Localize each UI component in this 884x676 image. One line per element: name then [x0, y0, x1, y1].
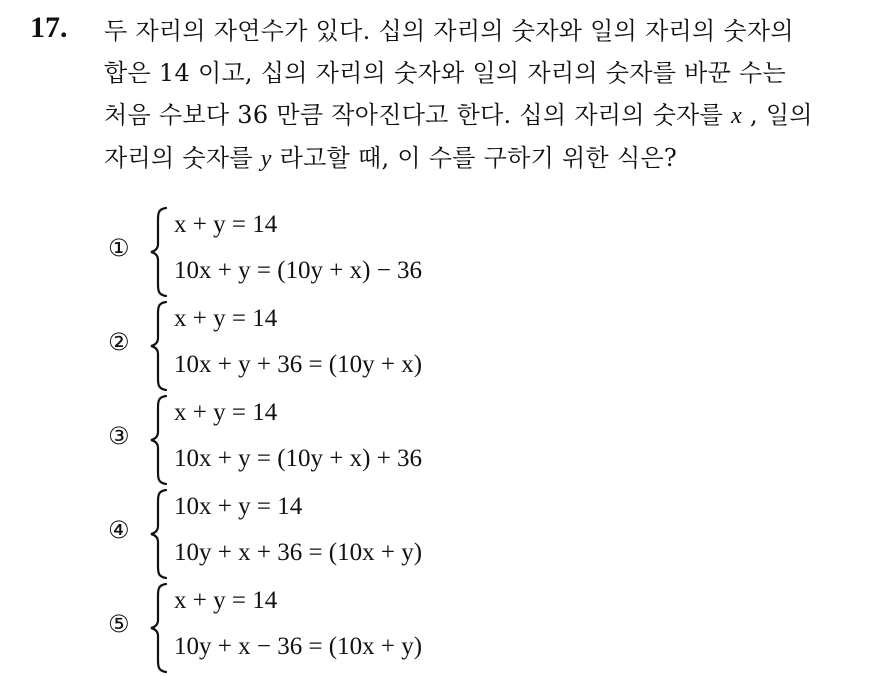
- choice-2[interactable]: [108, 300, 528, 392]
- equation-1: x + y = 14: [174, 305, 278, 332]
- equation-2: 10x + y = (10y + x) − 36: [174, 257, 423, 284]
- equation-1: x + y = 14: [174, 211, 278, 238]
- choice-number: ①: [108, 234, 130, 262]
- choice-5[interactable]: [108, 582, 528, 674]
- equation-2: 10y + x − 36 = (10x + y): [174, 633, 423, 660]
- choice-number: ⑤: [108, 610, 130, 638]
- choice-1[interactable]: [108, 206, 528, 298]
- question-line-4-end: 라고할 때, 이 수를 구하기 위한 식은?: [271, 144, 678, 172]
- variable-x: x: [731, 103, 743, 129]
- left-brace-icon: [148, 394, 168, 486]
- left-brace-icon: [148, 300, 168, 392]
- left-brace-icon: [148, 582, 168, 674]
- equation-1: 10x + y = 14: [174, 493, 303, 520]
- problem-number: 17.: [30, 11, 68, 44]
- question-line-3: 처음 수보다 36 만큼 작아진다고 한다. 십의 자리의 숫자를: [104, 101, 732, 129]
- equation-2: 10x + y + 36 = (10y + x): [174, 351, 423, 378]
- choice-4[interactable]: [108, 488, 528, 580]
- choice-number: ②: [108, 328, 130, 356]
- question-text: [104, 10, 864, 180]
- equation-2: 10x + y = (10y + x) + 36: [174, 445, 423, 472]
- left-brace-icon: [148, 206, 168, 298]
- question-line-4: 자리의 숫자를: [104, 144, 261, 172]
- variable-y: y: [260, 146, 272, 172]
- equation-2: 10y + x + 36 = (10x + y): [174, 539, 423, 566]
- question-line-2: 합은 14 이고, 십의 자리의 숫자와 일의 자리의 숫자를 바꾼 수는: [104, 59, 786, 87]
- left-brace-icon: [148, 488, 168, 580]
- choice-3[interactable]: [108, 394, 528, 486]
- question-line-3-end: , 일의: [742, 101, 813, 129]
- equation-1: x + y = 14: [174, 587, 278, 614]
- question-line-1: 두 자리의 자연수가 있다. 십의 자리의 숫자와 일의 자리의 숫자의: [104, 17, 794, 45]
- choice-number: ③: [108, 422, 130, 450]
- equation-1: x + y = 14: [174, 399, 278, 426]
- choice-number: ④: [108, 516, 130, 544]
